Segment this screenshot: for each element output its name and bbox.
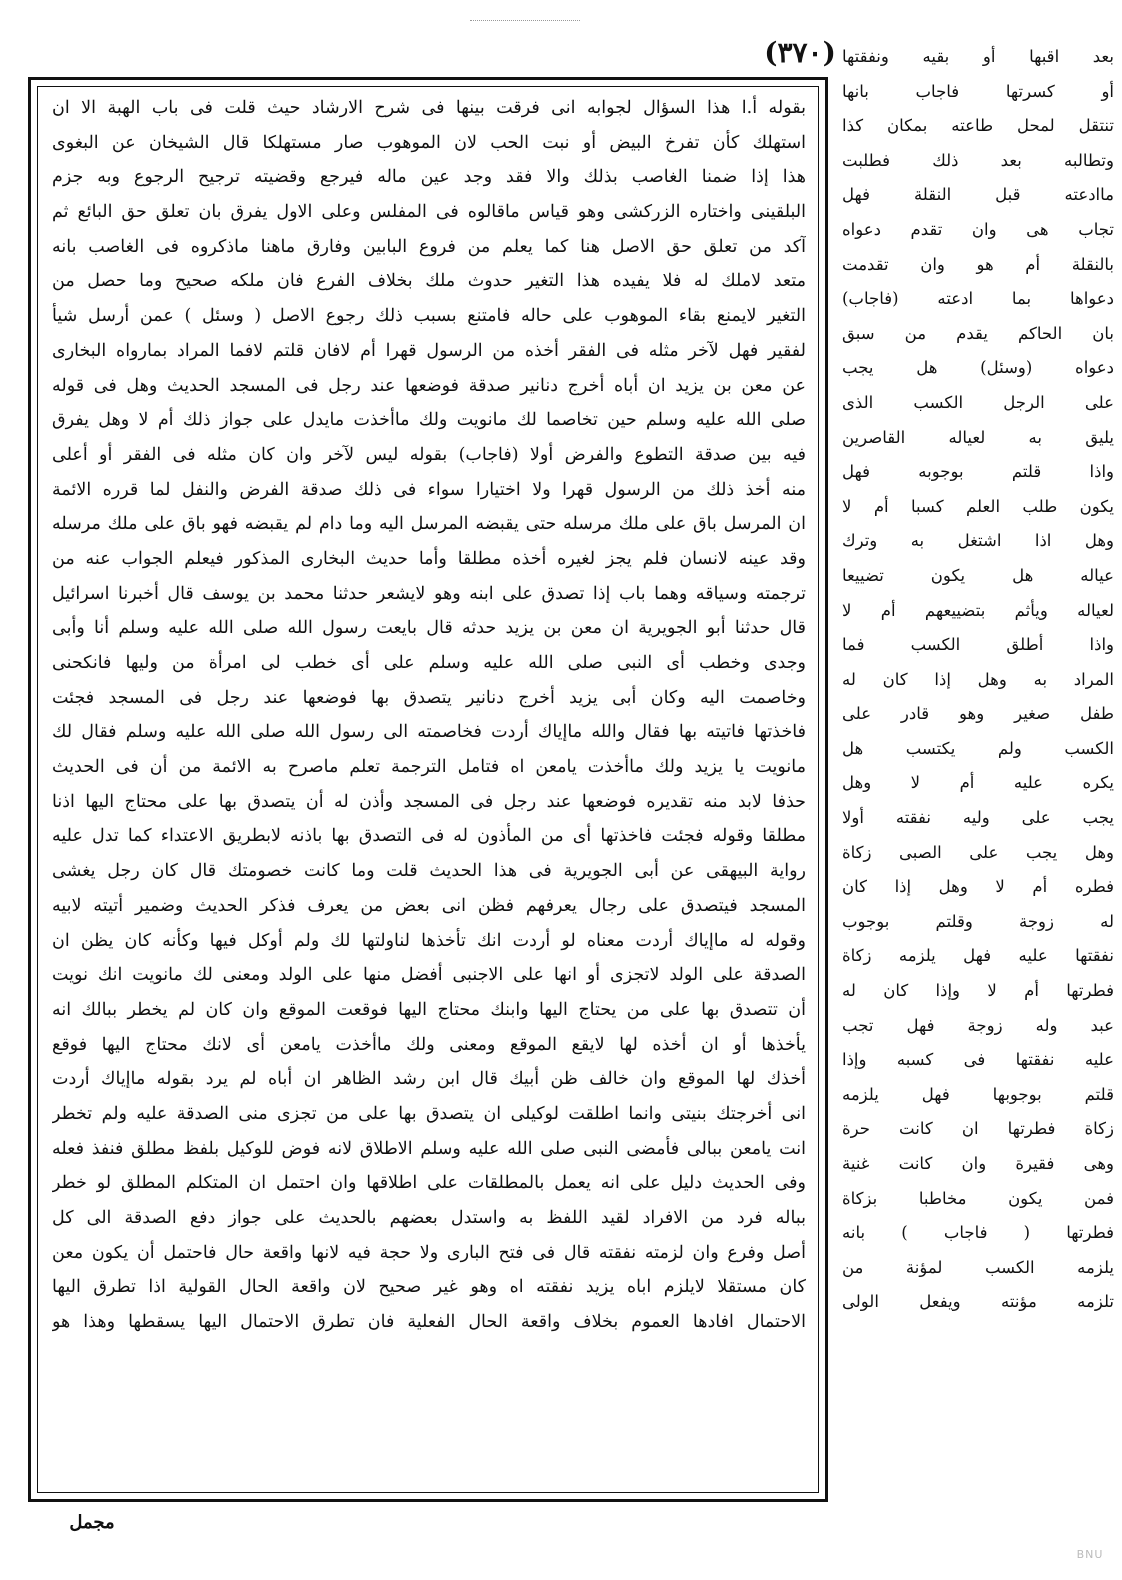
margin-text-line: وهل اذا اشتغل به وترك <box>842 531 1114 551</box>
margin-text-line: لعياله ويأثم بتضييعهم أم لا <box>842 600 1114 620</box>
margin-text-line: فمن يكون مخاطبا بزكاة <box>842 1188 1114 1208</box>
main-text-line: بقوله أ.ا هذا السؤال لجوابه انى فرقت بينها فى شرح الارشاد حيث قلت فى باب الهبة الا ان <box>52 98 806 118</box>
main-text-line: البلقينى واختاره الزركشى وهو قياس ماقالوه فى المفلس وعلى الاول يفرق بان تعلق حق البائع ثم <box>52 202 806 223</box>
margin-text-line: تلزمه مؤنته ويفعل الولى <box>842 1292 1114 1312</box>
main-text-line: أصل وفرع وان لزمته نفقته قال فى فتح البارى ولا حجة فيه لانها واقعة حال فاحتمل أن يكون معن <box>52 1242 806 1263</box>
main-text-inner-frame <box>37 86 819 1493</box>
margin-text-line: بان الحاكم يقدم من سبق <box>842 323 1114 343</box>
margin-text-line: بالنقلة أم هو وان تقدمت <box>842 254 1114 274</box>
margin-text-line: المراد به وهل إذا كان له <box>842 669 1114 689</box>
margin-text-line: زكاة فطرتها ان كانت حرة <box>842 1119 1114 1139</box>
top-rule <box>470 20 580 21</box>
margin-text-line: وهى فقيرة وان كانت غنية <box>842 1154 1114 1173</box>
main-text-line: وجدى وخطب أى النبى صلى الله عليه وسلم على أى خطب لى امرأة من وليها فانكحنى <box>52 653 806 673</box>
margin-text-line: فطرتها ( فاجاب ) بانه <box>842 1223 1114 1243</box>
main-text-line: صلى الله عليه وسلم حين تخاصما لك مانويت ولك ماأخذت مايدل على جواز ذلك أم لا وهل يفرق <box>52 410 806 431</box>
main-text-line: فيه بين صدقة التطوع والفرض أولا (فاجاب) بقوله ليس لآخر وان كان مثله فى الفقر أو أعلى <box>52 444 806 465</box>
margin-text-line: دعواها بما ادعته (فاجاب) <box>842 289 1114 309</box>
main-text-line: وقد عينه لانسان فلم يجز لغيره أخذه مطلقا وأما حديث البخارى المذكور فيعلم الجواب عنه من <box>52 548 806 569</box>
margin-text-line: واذا أطلق الكسب فما <box>842 635 1114 655</box>
main-text-line: لفقير فهل لآخر مثله فى الفقر أخذه من الرسول قهرا أم لافان قلتم لافما المراد بمارواه البخارى <box>52 340 806 361</box>
margin-text-line: تجاب هى وان تقدم دعواه <box>842 219 1114 239</box>
margin-text-line: يجب على وليه نفقته أولا <box>842 808 1114 828</box>
library-stamp: BNU <box>1076 1548 1104 1561</box>
main-text-frame <box>28 77 828 1502</box>
main-text-line: المسجد فيتصدق على رجال يعرفهم فظن انى بعض من يعرف فذكر الحديث وضمير أتيته لابيه <box>52 895 806 916</box>
main-text-line: أن تتصدق بها على من يحتاج اليها وابنك محتاج اليها فوقعت الموقع وان كان لم يخطر ببالك انه <box>52 999 806 1020</box>
margin-text-line: أو كسرتها فاجاب بانها <box>842 81 1114 101</box>
page-number: (٣٧٠) <box>764 36 836 69</box>
main-text-line: انت يامعن ببالى فأمضى النبى صلى الله عليه وسلم الاطلاق لانه فوض للوكيل بلفظ مطلق فنفذ فعله <box>52 1138 806 1159</box>
main-text-line: قال حدثنا أبو الجويرية ان معن بن يزيد حدثه قال بايعت رسول الله صلى الله عليه وسلم أنا وأبى <box>52 618 806 639</box>
margin-text-line: عبد وله زوجة فهل تجب <box>842 1015 1114 1035</box>
margin-text-line: وتطالبه بعد ذلك فطلبت <box>842 150 1114 170</box>
main-text-line: أخذك لها الموقع وان خالف ظن أبيك قال ابن رشد الظاهر ان أباه لم يرد بقوله ماإياك أردت <box>52 1069 806 1090</box>
margin-text-line: يليق به لعياله القاصرين <box>842 427 1114 447</box>
main-text-line: ترجمته وسياقه وهما باب إذا تصدق على ابنه وهو لايشعر حدثنا محمد بن يوسف قال أخبرنا اسرائيل <box>52 583 806 604</box>
main-text-line: وقوله له ماإياك أردت معناه لو أردت انك تأخذها لناولتها لك ولم أوكل فيها وكأنه كان يظن ان <box>52 930 806 951</box>
margin-text-line: دعواه (وسئل) هل يجب <box>842 358 1114 378</box>
main-text-line: عن معن بن يزيد ان أباه أخرج دنانير صدقة فوضعها عند رجل فى المسجد الحديث وهل فى قوله <box>52 375 806 396</box>
main-text-line: التغير لايمنع بقاء الموهوب على حاله فامتنع بسبب ذلك رجوع الاصل ( وسئل ) عمن أرسل شيأ <box>52 306 806 327</box>
main-text-line: مطلقا وقوله فجئت فاخذتها أى من المأذون له فى التصدق بها باذنه لابطريق الاعتداء كما تدل عليه <box>52 826 806 847</box>
margin-text-line: فطره أم لا وهل إذا كان <box>842 877 1114 897</box>
main-text-line: استهلك كأن تفرخ البيض أو نبت الحب لان الموهوب صار مستهلكا قال الشيخان عن البغوى <box>52 132 806 153</box>
margin-text-line: عياله هل يكون تضييعا <box>842 565 1114 585</box>
margin-text-line: يلزمه الكسب لمؤنة من <box>842 1257 1114 1277</box>
main-text-line: كان مستقلا لايلزم اباه يزيد نفقته اه وهو غير صحيح لان واقعة الحال القولية اذا تطرق اليها <box>52 1277 806 1298</box>
margin-text-line: بعد اقبها أو بقيه ونفقتها <box>842 47 1114 66</box>
main-text-line: وخاصمت اليه وكان أبى يزيد أخرج دنانير يتصدق بها فوضعها عند رجل فى المسجد فجئت <box>52 687 806 708</box>
margin-text-line: واذا قلتم بوجوبه فهل <box>842 462 1114 482</box>
main-text-line: انى أخرجتك بنيتى وانما اطلقت لوكيلى ان يتصدق بها على من تجزى منى الصدقة عليه ولم تخطر <box>52 1103 806 1124</box>
margin-text-line: له زوجة وقلتم بوجوب <box>842 911 1114 931</box>
main-text-line: ان المرسل باق على ملك مرسله حتى يقبضه المرسل اليه وما دام لم يقبضه فهو باق على ملك مرسله <box>52 514 806 535</box>
margin-text-line: تنتقل لمحل طاعته بمكان كذا <box>842 116 1114 136</box>
main-text-line: متعد لاملك له فلا يفيده هذا التغير حدوث ملك بخلاف الفرع فان ملكه صحيح وما حصل من <box>52 271 806 292</box>
main-text-line: وفى الحديث دليل على انه يعمل بالمطلقات على اطلاقها وان احتمل ان المتكلم المطلق لو خطر <box>52 1173 806 1194</box>
margin-text-line: عليه نفقتها فى كسبه وإذا <box>842 1050 1114 1070</box>
main-text-line: رواية البيهقى عن أبى الجويرية فى هذا الحديث قلت وما كانت خصومتك قال كان رجل يغشى <box>52 861 806 882</box>
main-text-line: الاحتمال افادها العموم بخلاف واقعة الحال الفعلية فان تطرق الاحتمال اليها يسقطها وهذا هو <box>52 1312 806 1333</box>
main-text-line: الصدقة على الولد لاتجزى أو انها على الاجنبى أفضل منها على الولد ومعنى لك مانويت انك نويت <box>52 965 806 986</box>
margin-text-line: الكسب ولم يكتسب هل <box>842 738 1114 758</box>
margin-text-line: ماادعته قبل النقلة فهل <box>842 185 1114 205</box>
main-text-line: حذفا لابد منه تقديره فوضعها عند رجل فى المسجد وأذن له أن يتصدق بها على محتاج اليها اذنا <box>52 791 806 812</box>
margin-text-line: نفقتها عليه فهل يلزمه زكاة <box>842 946 1114 966</box>
main-text-line: يأخذها أو ان أخذه لها لايقع الموقع ومعنى ولك ماأخذت يامعن أى لانك محتاج اليها فوقع <box>52 1034 806 1055</box>
main-text-line: فاخذتها فاتيته بها فقال والله ماإياك أردت فخاصمته الى رسول الله صلى الله عليه وسلم فقال لك <box>52 722 806 743</box>
margin-text-line: يكره عليه أم لا وهل <box>842 773 1114 793</box>
main-text-line: بباله فرد من الافراد لقيد اللفظ به واستدل بعضهم بالحديث على جواز دفع الصدقة الى كل <box>52 1208 806 1228</box>
main-text-line: منه أخذ ذلك من الرسول قهرا ولا اختيارا سواء فى ذلك صدقة الفرض والنفل لما قرره الائمة <box>52 479 806 500</box>
margin-text-line: طفل صغير وهو قادر على <box>842 704 1114 724</box>
margin-text-column <box>842 40 1114 1320</box>
margin-text-line: يكون طلب العلم كسبا أم لا <box>842 496 1114 516</box>
main-text-line: هذا إذا ضمنا الغاصب بذلك والا فقد وجد عين ماله فيرجع وقضيته ترجيح الرجوع وبه جزم <box>52 167 806 188</box>
margin-text-line: على الرجل الكسب الذى <box>842 392 1114 412</box>
main-text-column <box>52 91 806 1340</box>
main-text-line: مانويت يا يزيد ولك ماأخذت يامعن اه فتامل الترجمة تعلم ماصرح به الائمة من أن فى الحديث <box>52 757 806 778</box>
margin-text-line: فطرتها أم لا وإذا كان له <box>842 981 1114 1001</box>
margin-text-line: قلتم بوجوبها فهل يلزمه <box>842 1084 1114 1104</box>
catchword: مجمل <box>69 1512 115 1533</box>
margin-text-line: وهل يجب على الصبى زكاة <box>842 842 1114 862</box>
main-text-line: آكد من تعلق حق الاصل هنا كما يعلم من فروع البابين وفارق ماهنا ماذكروه فى الغاصب بانه <box>52 236 806 257</box>
